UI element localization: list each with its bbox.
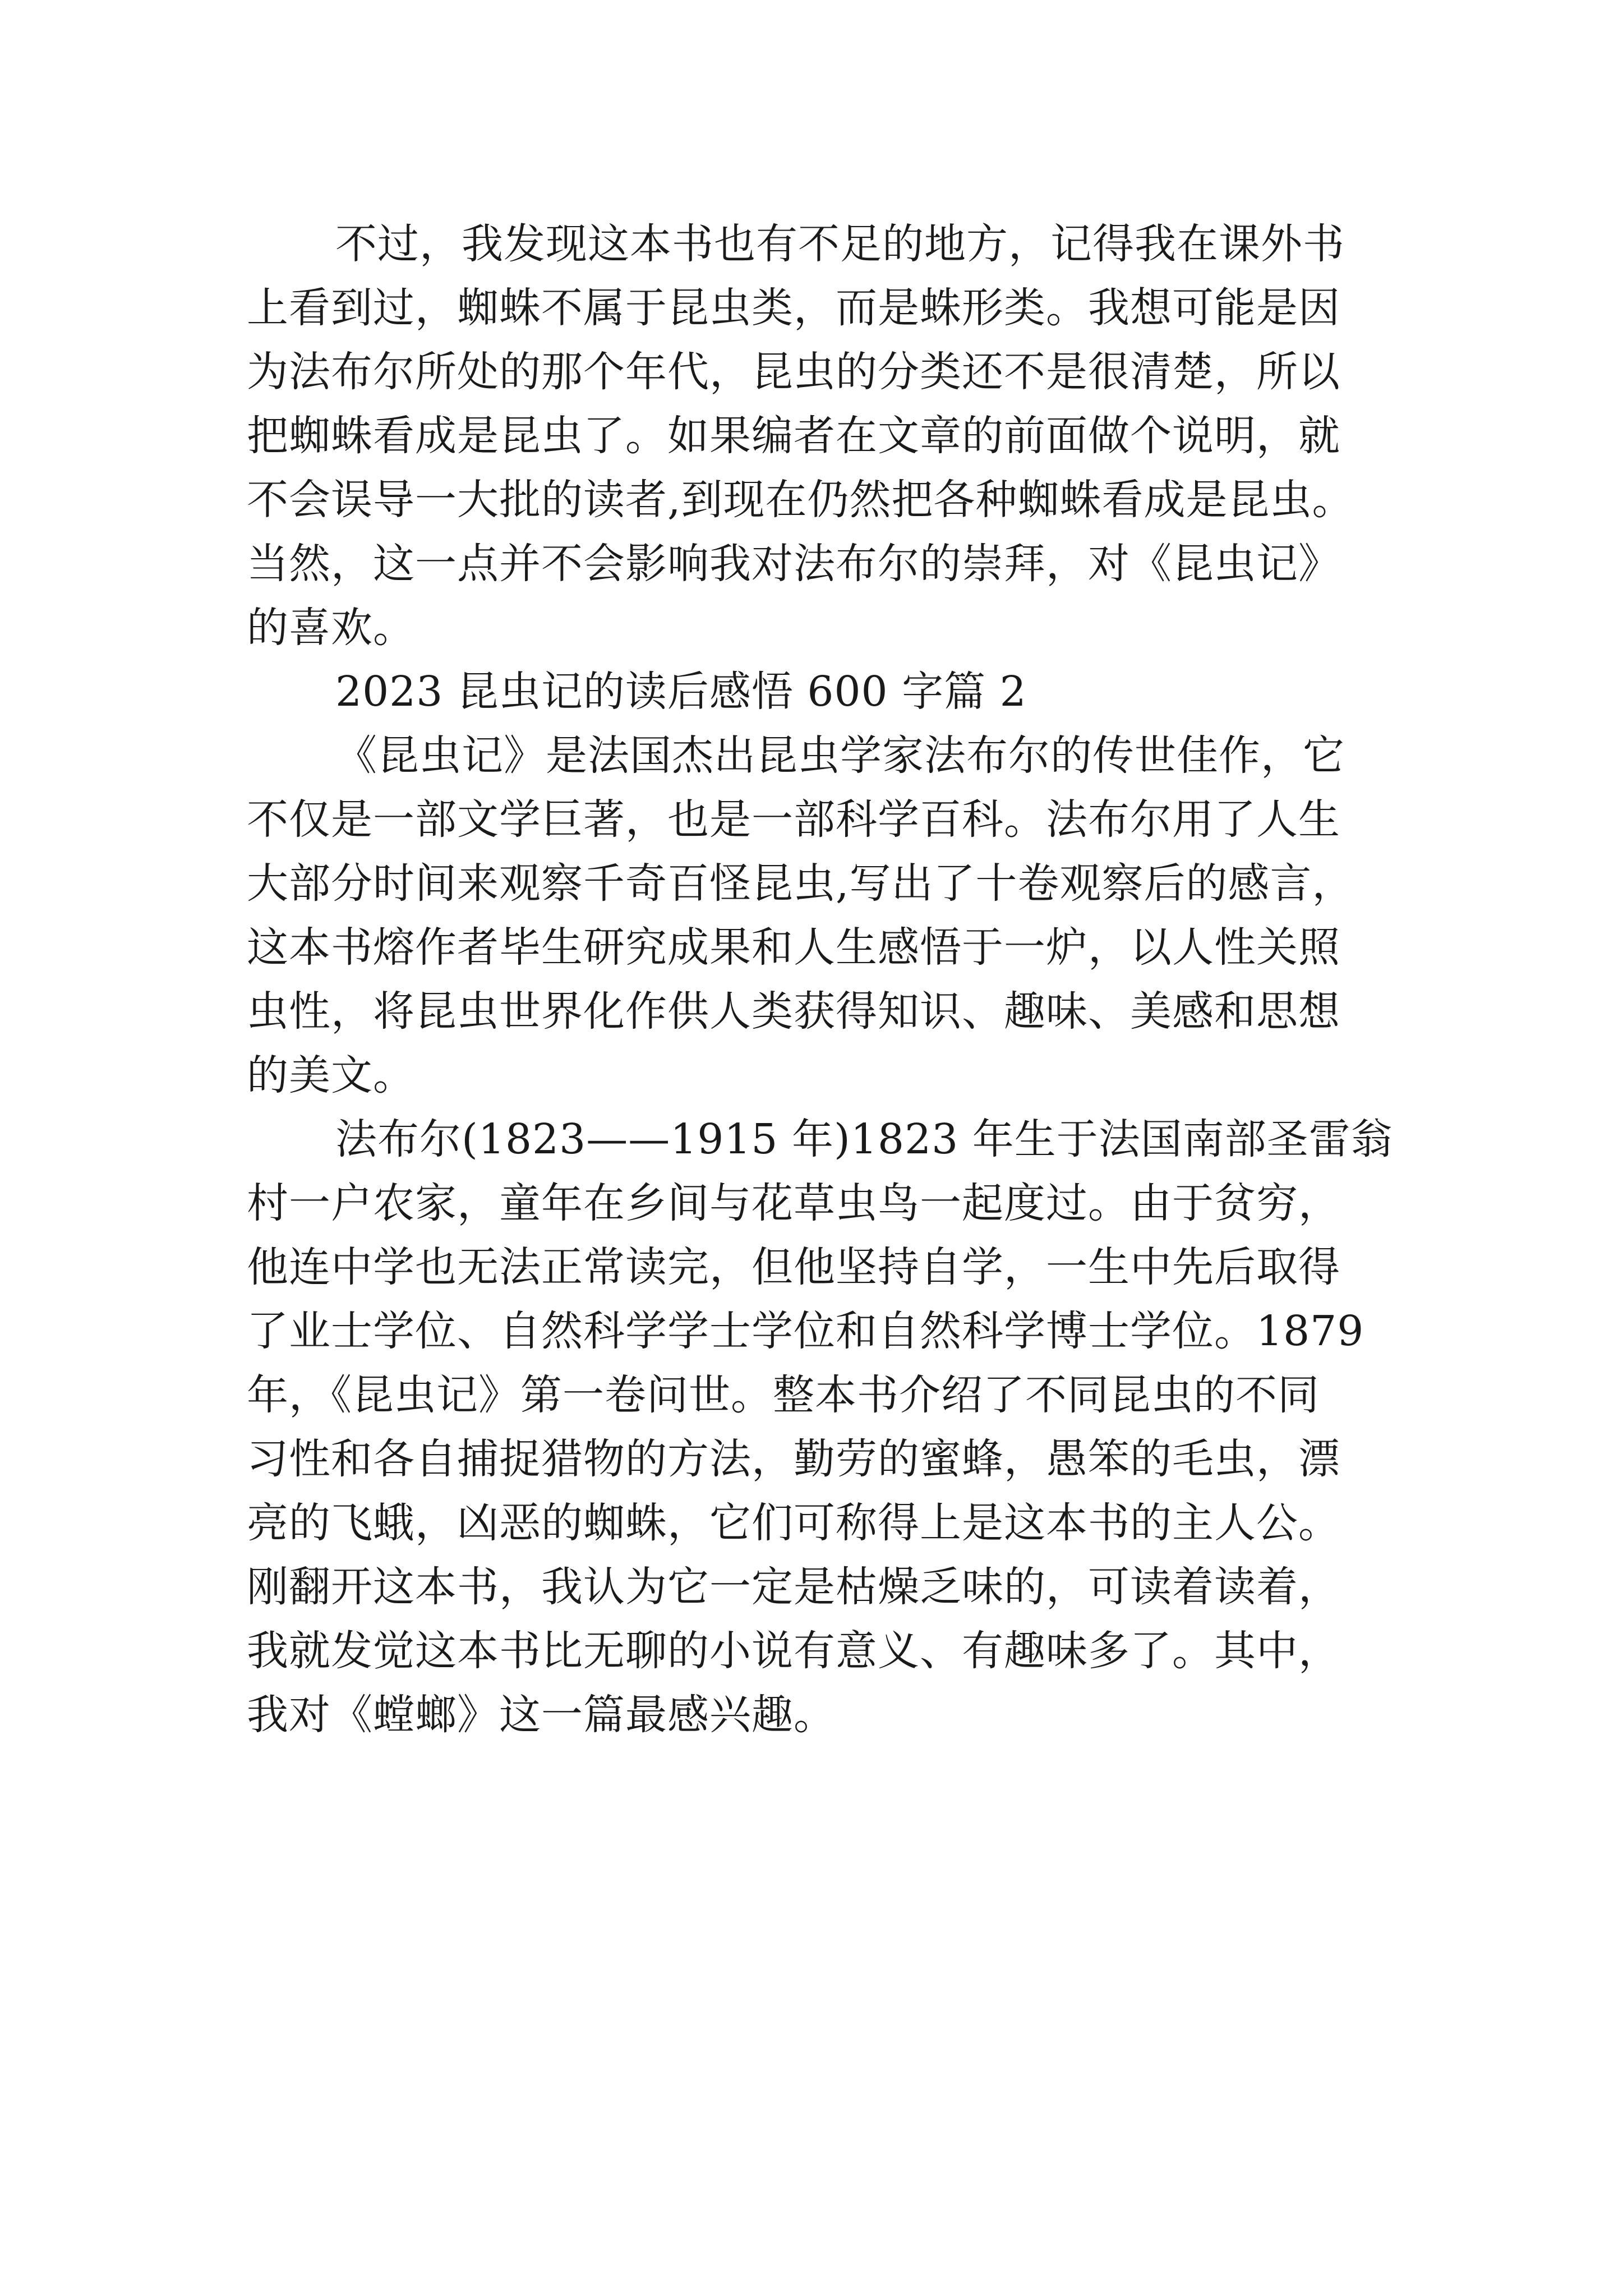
paragraph-3-line-1: 法布尔(1823——1915 年)1823 年生于法国南部圣雷翁 (335, 1115, 1393, 1163)
paragraph-3-line-5: 年，《昆虫记》第一卷问世。整本书介绍了不同昆虫的不同 (247, 1371, 1320, 1419)
paragraph-3-line-4: 了业士学位、自然科学学士学位和自然科学博士学位。1879 (247, 1307, 1364, 1355)
paragraph-3-line-10: 我对《螳螂》这一篇最感兴趣。 (247, 1691, 836, 1739)
paragraph-2-line-4: 这本书熔作者毕生研究成果和人生感悟于一炉，以人性关照 (247, 923, 1340, 972)
paragraph-1-line-4: 把蜘蛛看成是昆虫了。如果编者在文章的前面做个说明，就 (247, 412, 1340, 460)
paragraph-3-line-2: 村一户农家，童年在乡间与花草虫鸟一起度过。由于贫穷， (247, 1179, 1340, 1227)
paragraph-1-line-6: 当然，这一点并不会影响我对法布尔的崇拜，对《昆虫记》 (247, 540, 1340, 588)
paragraph-2-line-6: 的美文。 (247, 1051, 415, 1099)
section-heading: 2023 昆虫记的读后感悟 600 字篇 2 (335, 668, 1027, 716)
paragraph-2-line-1: 《昆虫记》是法国杰出昆虫学家法布尔的传世佳作，它 (335, 731, 1345, 780)
paragraph-2-line-5: 虫性，将昆虫世界化作供人类获得知识、趣味、美感和思想 (247, 987, 1340, 1036)
paragraph-2-line-3: 大部分时间来观察千奇百怪昆虫,写出了十卷观察后的感言， (247, 859, 1354, 908)
paragraph-1-line-1: 不过，我发现这本书也有不足的地方，记得我在课外书 (335, 220, 1345, 268)
paragraph-1-line-5: 不会误导一大批的读者,到现在仍然把各种蜘蛛看成是昆虫。 (247, 476, 1354, 524)
paragraph-2-line-2: 不仅是一部文学巨著，也是一部科学百科。法布尔用了人生 (247, 795, 1340, 844)
paragraph-3-line-8: 刚翻开这本书，我认为它一定是枯燥乏味的，可读着读着， (247, 1563, 1340, 1611)
paragraph-3-line-3: 他连中学也无法正常读完，但他坚持自学，一生中先后取得 (247, 1243, 1340, 1291)
paragraph-1-line-2: 上看到过，蜘蛛不属于昆虫类，而是蛛形类。我想可能是因 (247, 284, 1340, 332)
paragraph-3-line-6: 习性和各自捕捉猎物的方法，勤劳的蜜蜂，愚笨的毛虫，漂 (247, 1435, 1340, 1483)
paragraph-1-line-7: 的喜欢。 (247, 604, 415, 652)
paragraph-1-line-3: 为法布尔所处的那个年代，昆虫的分类还不是很清楚，所以 (247, 348, 1340, 396)
paragraph-3-line-9: 我就发觉这本书比无聊的小说有意义、有趣味多了。其中， (247, 1627, 1340, 1675)
paragraph-3-line-7: 亮的飞蛾，凶恶的蜘蛛，它们可称得上是这本书的主人公。 (247, 1499, 1340, 1547)
